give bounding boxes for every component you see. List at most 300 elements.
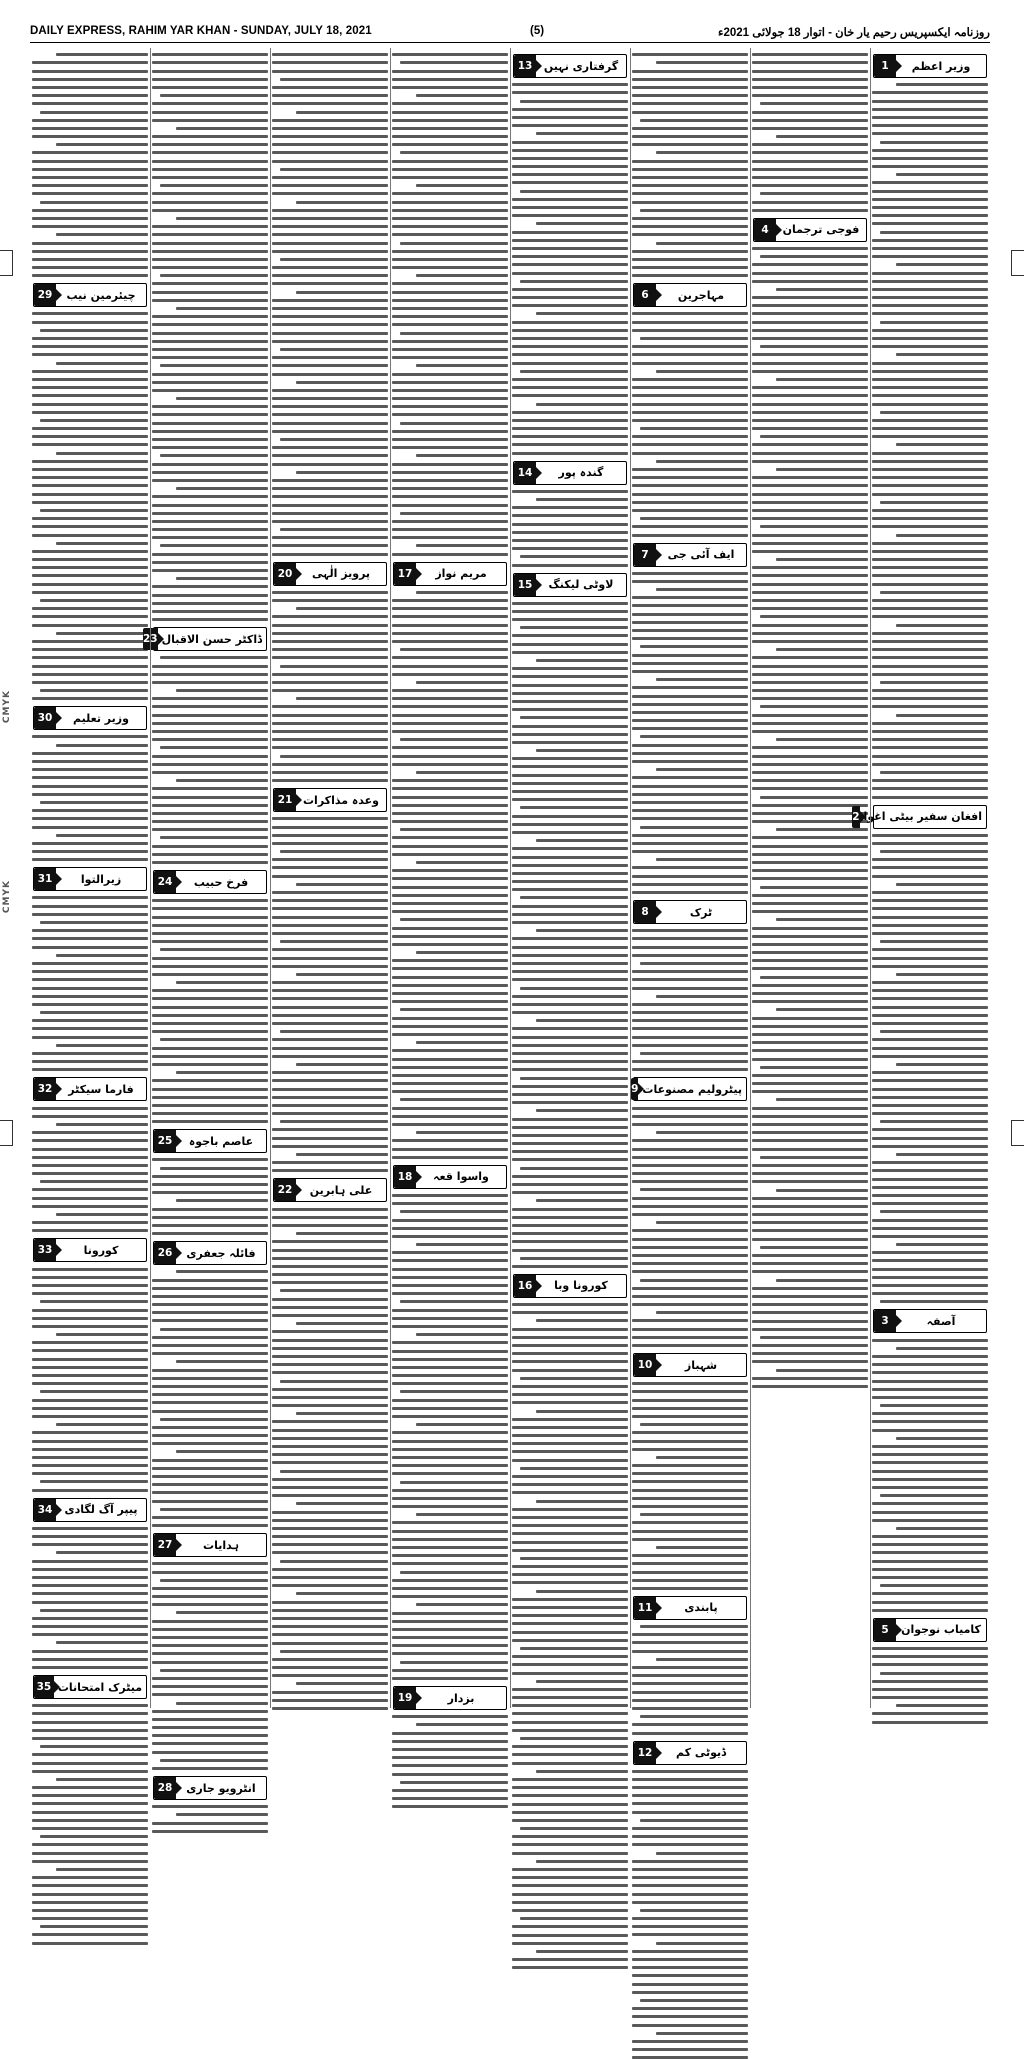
text-line	[392, 1090, 508, 1093]
text-line	[272, 1104, 388, 1107]
text-line	[632, 250, 748, 253]
text-line	[272, 826, 388, 829]
text-line	[512, 888, 628, 891]
text-line	[752, 583, 868, 586]
text-line	[392, 1123, 508, 1126]
text-line	[512, 946, 628, 949]
text-line	[152, 730, 268, 733]
text-line	[872, 1420, 988, 1423]
text-line	[152, 242, 268, 245]
text-line	[152, 553, 268, 556]
text-line	[632, 1983, 748, 1986]
text-line	[872, 329, 988, 332]
text-line	[632, 1835, 748, 1838]
text-line	[632, 345, 748, 348]
text-line	[272, 94, 388, 97]
text-line	[512, 954, 628, 957]
text-line	[752, 534, 868, 537]
text-line	[752, 836, 868, 839]
text-line	[32, 184, 148, 187]
text-line	[272, 520, 388, 523]
text-line	[512, 1884, 628, 1887]
text-line	[632, 1229, 748, 1232]
text-line	[272, 1022, 388, 1025]
text-line	[272, 151, 388, 154]
text-line	[280, 78, 388, 81]
text-line	[400, 1661, 508, 1664]
text-line	[392, 877, 508, 880]
text-line	[632, 1778, 748, 1781]
text-line	[272, 373, 388, 376]
text-line	[272, 422, 388, 425]
text-line	[32, 468, 148, 471]
text-line	[32, 476, 148, 479]
text-line	[272, 1055, 388, 1058]
text-line	[872, 1688, 988, 1691]
text-line	[392, 1033, 508, 1036]
text-line	[40, 1609, 148, 1612]
story-continuation-box	[153, 1241, 267, 1265]
text-line	[272, 1347, 388, 1350]
text-line	[152, 804, 268, 807]
text-line	[392, 323, 508, 326]
text-line	[872, 722, 988, 725]
text-line	[152, 997, 268, 1000]
story-title: کامیاب نوجوان	[901, 1623, 981, 1637]
text-line	[272, 599, 388, 602]
text-line	[632, 580, 748, 583]
story-number-badge: 13	[514, 55, 536, 77]
text-line	[32, 1407, 148, 1410]
text-line	[392, 665, 508, 668]
text-line	[32, 1560, 148, 1563]
text-line	[872, 247, 988, 250]
text-line	[392, 438, 508, 441]
text-line	[752, 247, 868, 250]
text-line	[632, 1399, 748, 1402]
text-line	[152, 1079, 268, 1082]
text-line	[632, 443, 748, 446]
text-line	[32, 435, 148, 438]
text-line	[152, 1767, 268, 1770]
text-line	[272, 875, 388, 878]
text-line	[392, 1789, 508, 1792]
column-rule	[510, 48, 511, 1708]
text-line	[512, 937, 628, 940]
text-line	[160, 1759, 268, 1762]
story-number-badge: 30	[34, 707, 56, 729]
text-line	[512, 1721, 628, 1724]
text-line	[392, 397, 508, 400]
text-line	[152, 233, 268, 236]
text-line	[880, 321, 988, 324]
text-line	[752, 1148, 868, 1151]
text-line	[752, 394, 868, 397]
text-line	[536, 1319, 628, 1322]
text-line	[32, 1276, 148, 1279]
text-line	[872, 1543, 988, 1546]
text-line	[152, 373, 268, 376]
text-line	[632, 1107, 748, 1110]
text-line	[152, 1377, 268, 1380]
text-line	[272, 242, 388, 245]
text-line	[512, 1532, 628, 1535]
text-line	[392, 217, 508, 220]
text-line	[632, 1699, 748, 1702]
text-line	[632, 621, 748, 624]
text-line	[160, 1669, 268, 1672]
text-line	[872, 206, 988, 209]
text-line	[32, 1349, 148, 1352]
text-line	[632, 654, 748, 657]
text-line	[160, 948, 268, 951]
text-line	[632, 866, 748, 869]
text-line	[176, 1450, 268, 1453]
text-line	[752, 1180, 868, 1183]
text-line	[512, 1663, 628, 1666]
text-line	[632, 1802, 748, 1805]
text-line	[272, 1404, 388, 1407]
story-title: کورونا وبا	[554, 1279, 608, 1293]
text-line	[752, 1197, 868, 1200]
text-line	[272, 689, 388, 692]
text-line	[40, 201, 148, 204]
text-line	[272, 1371, 388, 1374]
text-line	[896, 263, 988, 266]
text-line	[152, 168, 268, 171]
text-line	[632, 596, 748, 599]
text-line	[32, 1172, 148, 1175]
text-line	[32, 1052, 148, 1055]
text-line	[752, 967, 868, 970]
story-title: آصفہ	[926, 1314, 956, 1328]
text-line	[40, 1480, 148, 1483]
text-line	[32, 913, 148, 916]
text-line	[32, 1440, 148, 1443]
text-line	[392, 1595, 508, 1598]
text-line	[272, 989, 388, 992]
text-line	[152, 160, 268, 163]
text-line	[872, 615, 988, 618]
text-line	[152, 135, 268, 138]
story-continuation-box	[633, 1077, 747, 1101]
text-line	[152, 1483, 268, 1486]
text-line	[392, 1797, 508, 1800]
text-line	[296, 973, 388, 976]
text-line	[872, 1568, 988, 1571]
text-line	[392, 1350, 508, 1353]
text-line	[280, 665, 388, 668]
text-line	[392, 135, 508, 138]
text-line	[512, 831, 628, 834]
text-line	[872, 924, 988, 927]
text-line	[152, 1467, 268, 1470]
text-line	[160, 656, 268, 659]
text-line	[512, 531, 628, 534]
text-line	[632, 378, 748, 381]
text-line	[872, 1047, 988, 1050]
text-line	[632, 1440, 748, 1443]
text-line	[632, 102, 748, 105]
text-line	[152, 705, 268, 708]
text-line	[512, 1011, 628, 1014]
text-line	[632, 476, 748, 479]
text-line	[32, 493, 148, 496]
text-line	[272, 1478, 388, 1481]
text-line	[56, 1213, 148, 1216]
text-line	[872, 858, 988, 861]
text-line	[752, 1090, 868, 1093]
article-text	[270, 817, 390, 1172]
text-line	[512, 1893, 628, 1896]
text-line	[536, 1199, 628, 1202]
text-line	[512, 1311, 628, 1314]
text-line	[872, 891, 988, 894]
text-line	[632, 1811, 748, 1814]
text-line	[872, 370, 988, 373]
text-line	[872, 116, 988, 119]
text-line	[512, 1876, 628, 1879]
text-line	[40, 921, 148, 924]
text-line	[752, 403, 868, 406]
text-line	[512, 602, 628, 605]
text-line	[512, 1232, 628, 1235]
text-line	[512, 1778, 628, 1781]
text-line	[160, 454, 268, 457]
text-line	[272, 640, 388, 643]
text-line	[32, 102, 148, 105]
text-line	[872, 1560, 988, 1563]
text-line	[632, 1415, 748, 1418]
story-number-badge: 32	[34, 1078, 56, 1100]
story-continuation-box	[873, 1618, 987, 1642]
text-line	[272, 1096, 388, 1099]
text-line	[512, 198, 628, 201]
text-line	[392, 266, 508, 269]
text-line	[656, 61, 748, 64]
text-line	[512, 708, 628, 711]
text-line	[632, 1732, 748, 1735]
story-continuation-box	[33, 1238, 147, 1262]
text-line	[536, 839, 628, 842]
text-line	[632, 1770, 748, 1773]
text-line	[272, 1306, 388, 1309]
text-line	[872, 280, 988, 283]
text-line	[872, 574, 988, 577]
text-line	[776, 558, 868, 561]
text-line	[632, 613, 748, 616]
column-rule	[870, 48, 871, 1708]
text-line	[872, 1511, 988, 1514]
text-line	[272, 681, 388, 684]
text-line	[296, 1322, 388, 1325]
text-line	[512, 684, 628, 687]
text-line	[272, 1257, 388, 1260]
text-line	[880, 231, 988, 234]
text-line	[872, 1461, 988, 1464]
text-line	[152, 1063, 268, 1066]
text-line	[152, 787, 268, 790]
text-line	[392, 1562, 508, 1565]
text-line	[632, 274, 748, 277]
text-line	[512, 1581, 628, 1584]
text-line	[392, 1620, 508, 1623]
text-line	[512, 634, 628, 637]
text-line	[776, 1369, 868, 1372]
text-line	[32, 1737, 148, 1740]
story-number-badge: 35	[34, 1676, 54, 1698]
text-line	[872, 1355, 988, 1358]
text-line	[416, 1333, 508, 1336]
text-line	[632, 1003, 748, 1006]
text-line	[752, 1082, 868, 1085]
text-line	[512, 1745, 628, 1748]
text-line	[32, 1802, 148, 1805]
text-line	[872, 239, 988, 242]
text-line	[752, 681, 868, 684]
text-line	[152, 1191, 268, 1194]
text-line	[392, 201, 508, 204]
text-line	[152, 536, 268, 539]
text-line	[512, 733, 628, 736]
text-line	[872, 312, 988, 315]
text-line	[752, 484, 868, 487]
text-line	[880, 1300, 988, 1303]
text-line	[752, 1270, 868, 1273]
text-line	[752, 1074, 868, 1077]
text-line	[392, 233, 508, 236]
text-line	[416, 1423, 508, 1426]
text-line	[32, 995, 148, 998]
text-line	[272, 479, 388, 482]
text-line	[632, 192, 748, 195]
text-line	[152, 258, 268, 261]
text-line	[152, 1232, 268, 1235]
text-line	[392, 553, 508, 556]
text-line	[512, 157, 628, 160]
text-line	[752, 329, 868, 332]
text-line	[632, 1521, 748, 1524]
text-line	[152, 1620, 268, 1623]
text-line	[392, 463, 508, 466]
text-line	[512, 913, 628, 916]
text-line	[632, 1180, 748, 1183]
text-line	[752, 689, 868, 692]
text-line	[632, 53, 748, 56]
text-line	[632, 776, 748, 779]
text-line	[392, 689, 508, 692]
text-line	[632, 1019, 748, 1022]
text-line	[872, 460, 988, 463]
text-line	[392, 763, 508, 766]
text-line	[416, 1723, 508, 1726]
text-line	[152, 1369, 268, 1372]
text-line	[632, 201, 748, 204]
text-line	[152, 479, 268, 482]
text-line	[280, 755, 388, 758]
text-line	[880, 940, 988, 943]
text-line	[896, 173, 988, 176]
text-line	[752, 370, 868, 373]
text-line	[512, 83, 628, 86]
story-title: مہاجرین	[677, 288, 725, 302]
text-line	[392, 102, 508, 105]
text-line	[152, 1208, 268, 1211]
text-line	[512, 1085, 628, 1088]
text-line	[152, 1693, 268, 1696]
text-line	[32, 785, 148, 788]
text-line	[632, 1213, 748, 1216]
text-line	[392, 1268, 508, 1271]
text-line	[872, 214, 988, 217]
story-title: فارما سیکٹر	[68, 1082, 134, 1096]
text-line	[32, 1794, 148, 1797]
text-line	[656, 1852, 748, 1855]
text-line	[392, 1805, 508, 1808]
text-line	[176, 127, 268, 130]
text-line	[632, 875, 748, 878]
text-line	[512, 1027, 628, 1030]
text-line	[752, 1221, 868, 1224]
text-line	[512, 905, 628, 908]
text-line	[512, 1418, 628, 1421]
text-line	[896, 443, 988, 446]
text-line	[272, 932, 388, 935]
story-title: ڈیوٹی کم	[675, 1746, 727, 1759]
text-line	[520, 555, 628, 558]
text-line	[512, 329, 628, 332]
text-line	[632, 411, 748, 414]
text-line	[512, 1249, 628, 1252]
text-line	[392, 1049, 508, 1052]
text-line	[632, 719, 748, 722]
text-line	[272, 771, 388, 774]
text-line	[752, 427, 868, 430]
text-line	[632, 266, 748, 269]
story-number-badge: 4	[754, 219, 776, 241]
text-line	[760, 976, 868, 979]
text-line	[632, 403, 748, 406]
text-line	[32, 1876, 148, 1879]
text-line	[272, 1707, 388, 1710]
text-line	[272, 184, 388, 187]
text-line	[32, 135, 148, 138]
text-line	[272, 1224, 388, 1227]
text-line	[656, 2032, 748, 2035]
text-line	[512, 1044, 628, 1047]
text-line	[632, 1344, 748, 1347]
text-line	[392, 730, 508, 733]
text-line	[152, 771, 268, 774]
story-title: چیئرمین نیب	[66, 288, 136, 302]
text-line	[56, 1333, 148, 1336]
text-line	[32, 550, 148, 553]
story-title: انٹرویو جاری	[186, 1781, 256, 1795]
text-line	[160, 1508, 268, 1511]
text-line	[392, 291, 508, 294]
text-line	[656, 1658, 748, 1661]
text-line	[872, 1721, 988, 1724]
story-continuation-box	[633, 900, 747, 924]
text-line	[872, 272, 988, 275]
text-line	[392, 1748, 508, 1751]
text-line	[272, 1145, 388, 1148]
text-line	[152, 176, 268, 179]
text-line	[512, 452, 628, 455]
text-line	[392, 910, 508, 913]
text-line	[392, 1194, 508, 1197]
text-line	[296, 1592, 388, 1595]
